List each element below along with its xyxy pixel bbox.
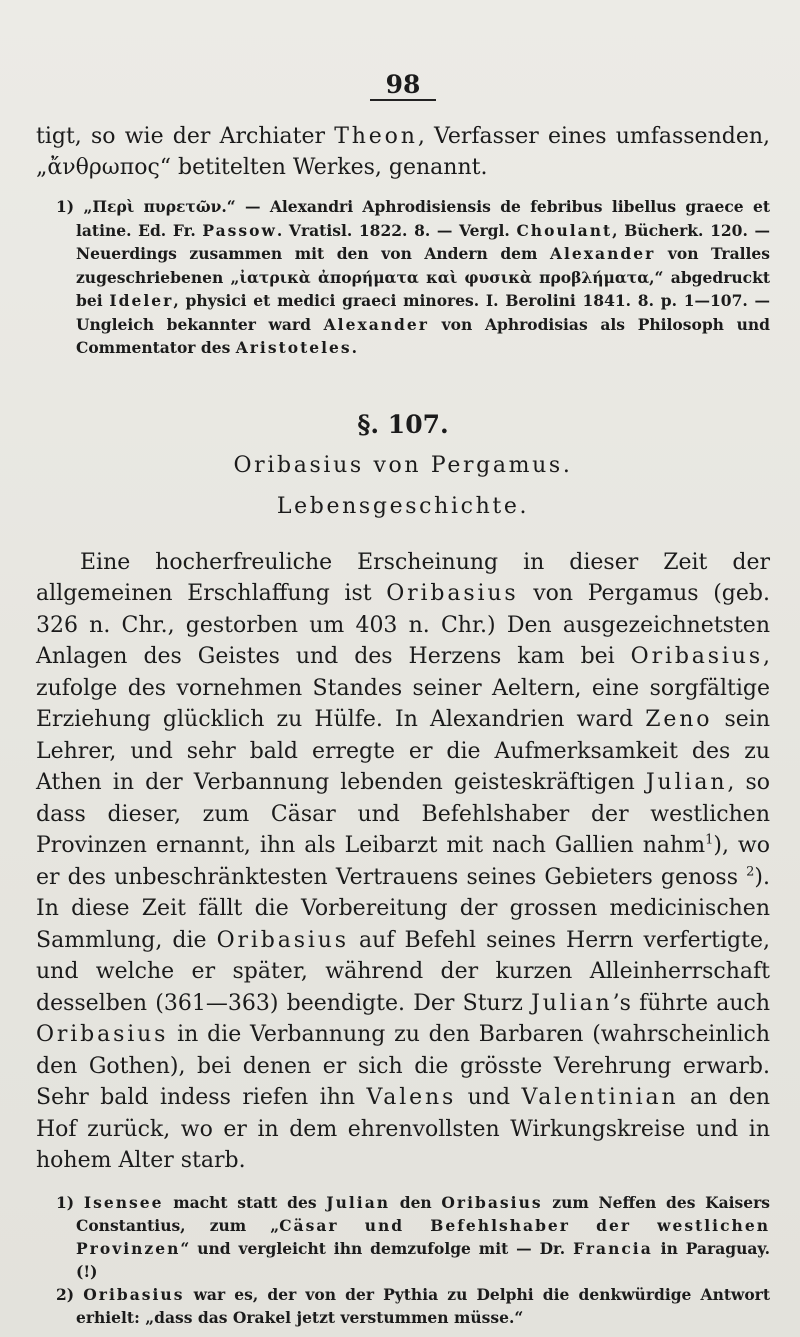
footnote-2: 2) Oribasius war es, der von der Pythia zu Delphi die denkwürdige Antwort erhielt: „dass das Orakel jetzt verstummen müsse.“: [56, 1284, 770, 1327]
footnote-ref: 2: [746, 864, 755, 880]
section-subtitle: Lebensgeschichte.: [276, 493, 530, 519]
page-number: 98: [36, 70, 770, 101]
footnote-marker: 1): [56, 197, 75, 216]
upper-footnotes: [36, 195, 770, 360]
person-name: Theon: [334, 124, 418, 149]
section-title: Oribasius von Pergamus.: [233, 452, 573, 478]
body-paragraph: Eine hocherfreuliche Erscheinung in dieser Zeit der allgemeinen Erschlaffung ist Oribasius von Pergamus (geb. 326 n. Chr., gestorben um 403 n. Chr.) Den ausgezeichnetsten Anlagen des Geistes und des Herzens kam bei Oribasius, zufolge des vornehmen Standes seiner Aeltern, eine sorgfältige Erziehung glücklich zu Hülfe. In Alexandrien ward Zeno sein Lehrer, und sehr bald erregte er die Aufmerksamkeit des zu Athen in der Verbannung lebenden geisteskräftigen Julian, so dass dieser, zum Cäsar und Befehlshaber der westlichen Provinzen ernannt, ihn als Leibarzt mit nach Gallien nahm$^1$), wo er des unbeschränktesten Vertrauens seines Gebieters genoss $^2$). In diese Zeit fällt die Vorbereitung der grossen medicinischen Sammlung, die Oribasius auf Befehl seines Herrn verfertigte, und welche er später, während der kurzen Alleinherrschaft desselben (361—363) beendigte. Der Sturz Julian’s führte auch Oribasius in die Verbannung zu den Barbaren (wahrscheinlich den Gothen), bei denen er sich die grösste Verehrung erwarb. Sehr bald indess riefen ihn Valens und Valentinian an den Hof zurück, wo er in dem ehrenvollsten Wirkungskreise und in hohem Alter starb.: [36, 549, 770, 1173]
section-number: §. 107.: [357, 409, 449, 439]
footnote-1-upper: 1) „Περὶ πυρετῶν.“ — Alexandri Aphrodisiensis de febribus libellus graece et latine. Ed. Fr. Passow. Vratisl. 1822. 8. — Vergl. Choulant, Bücherk. 120. — Neuerdings zusammen mit den von Andern dem Alexander von Tralles zugeschriebenen „ἰατρικὰ ἀπορήματα καὶ φυσικὰ προβλήματα,“ abgedruckt bei Ideler, physici et medici graeci minores. I. Berolini 1841. 8. p. 1—107. — Ungleich bekannter ward Alexander von Aphrodisias als Philosoph und Commentator des Aristoteles.: [56, 197, 771, 357]
footnote-marker: 1): [56, 1192, 75, 1212]
footnote-1: 1) Isensee macht statt des Julian den Oribasius zum Neffen des Kaisers Constantius, zum „Cäsar und Befehlshaber der westlichen Provinzen“ und vergleicht ihn demzufolge mit — Dr. Francia in Paraguay. (!): [56, 1192, 771, 1281]
lower-footnotes: [36, 1191, 770, 1329]
footnote-ref: 1: [705, 832, 714, 848]
footnote-marker: 2): [56, 1284, 75, 1304]
lead-paragraph: tigt, so wie der Archiater Theon, Verfasser eines umfassenden, „ἄνθρωπος“ betitelten Werkes, genannt.: [36, 124, 771, 180]
